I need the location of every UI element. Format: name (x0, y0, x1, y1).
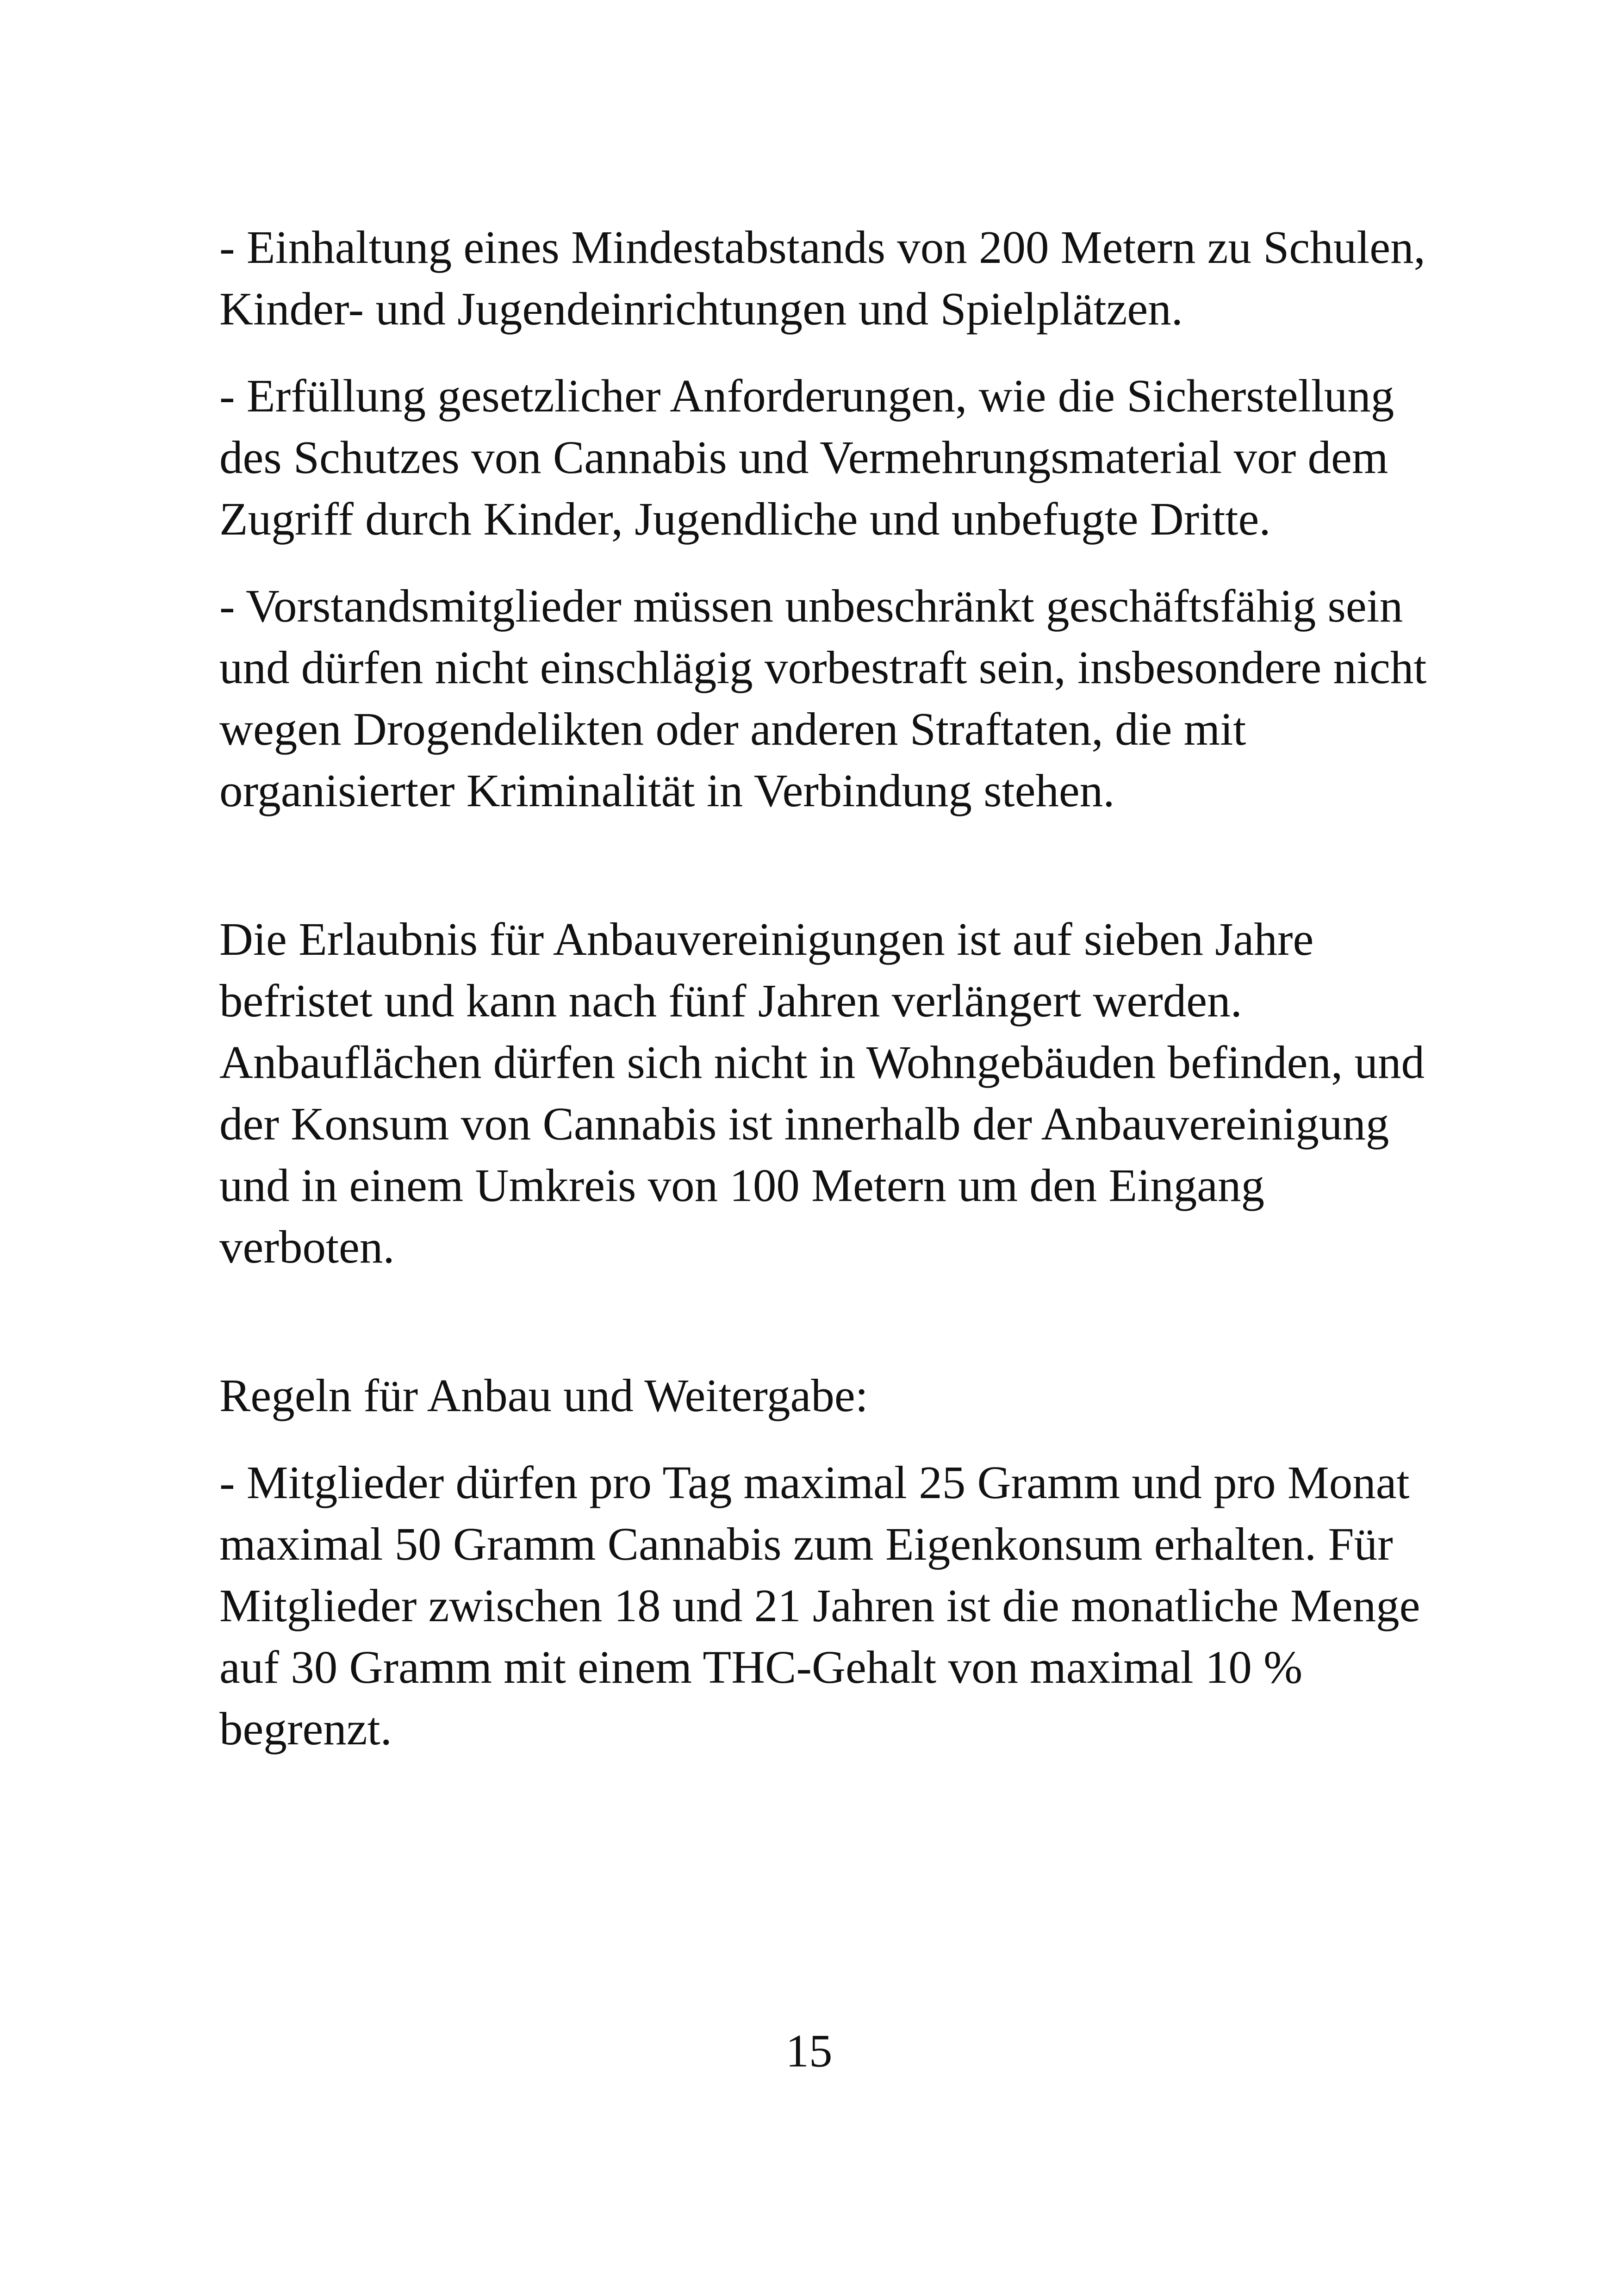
page-number: 15 (785, 2025, 833, 2077)
section-spacer (219, 1278, 1432, 1365)
list-item-board-members: - Vorstandsmitglieder müssen unbeschränkt geschäftsfähig sein und dürfen nicht einschlägig vorbestraft sein, insbesondere nicht wegen Drogendelikten oder anderen Straftaten, die mit organisierter Kriminalität in Verbindung stehen. (219, 580, 1427, 816)
paragraph-spacer (219, 1426, 1432, 1452)
list-item-quantity-limits: - Mitglieder dürfen pro Tag maximal 25 Gramm und pro Monat maximal 50 Gramm Cannabis zum Eigenkonsum erhalten. Für Mitglieder zwischen 18 und 21 Jahren ist die monatliche Menge auf 30 Gramm mit einem THC-Gehalt von maximal 10 % begrenzt. (219, 1456, 1420, 1755)
paragraph-spacer (219, 340, 1432, 365)
list-item-legal-requirements: - Erfüllung gesetzlicher Anforderungen, wie die Sicherstellung des Schutzes von Cannabis und Vermehrungsmaterial vor dem Zugriff durch Kinder, Jugendliche und unbefugte Dritte. (219, 370, 1394, 545)
list-item-distance-rule: - Einhaltung eines Mindestabstands von 200 Metern zu Schulen, Kinder- und Jugendeinrichtungen und Spielplätzen. (219, 221, 1425, 335)
section-spacer (219, 821, 1432, 908)
paragraph-spacer (219, 550, 1432, 575)
paragraph-permit-duration: Die Erlaubnis für Anbauvereinigungen ist auf sieben Jahre befristet und kann nach fünf Jahren verlängert werden. Anbauflächen dürfen sich nicht in Wohngebäuden befinden, und der Konsum von Cannabis ist innerhalb der Anbauvereinigung und in einem Umkreis von 100 Metern um den Eingang verboten. (219, 913, 1425, 1273)
section-heading-rules: Regeln für Anbau und Weitergabe: (219, 1369, 868, 1421)
body-text (219, 217, 1432, 1760)
